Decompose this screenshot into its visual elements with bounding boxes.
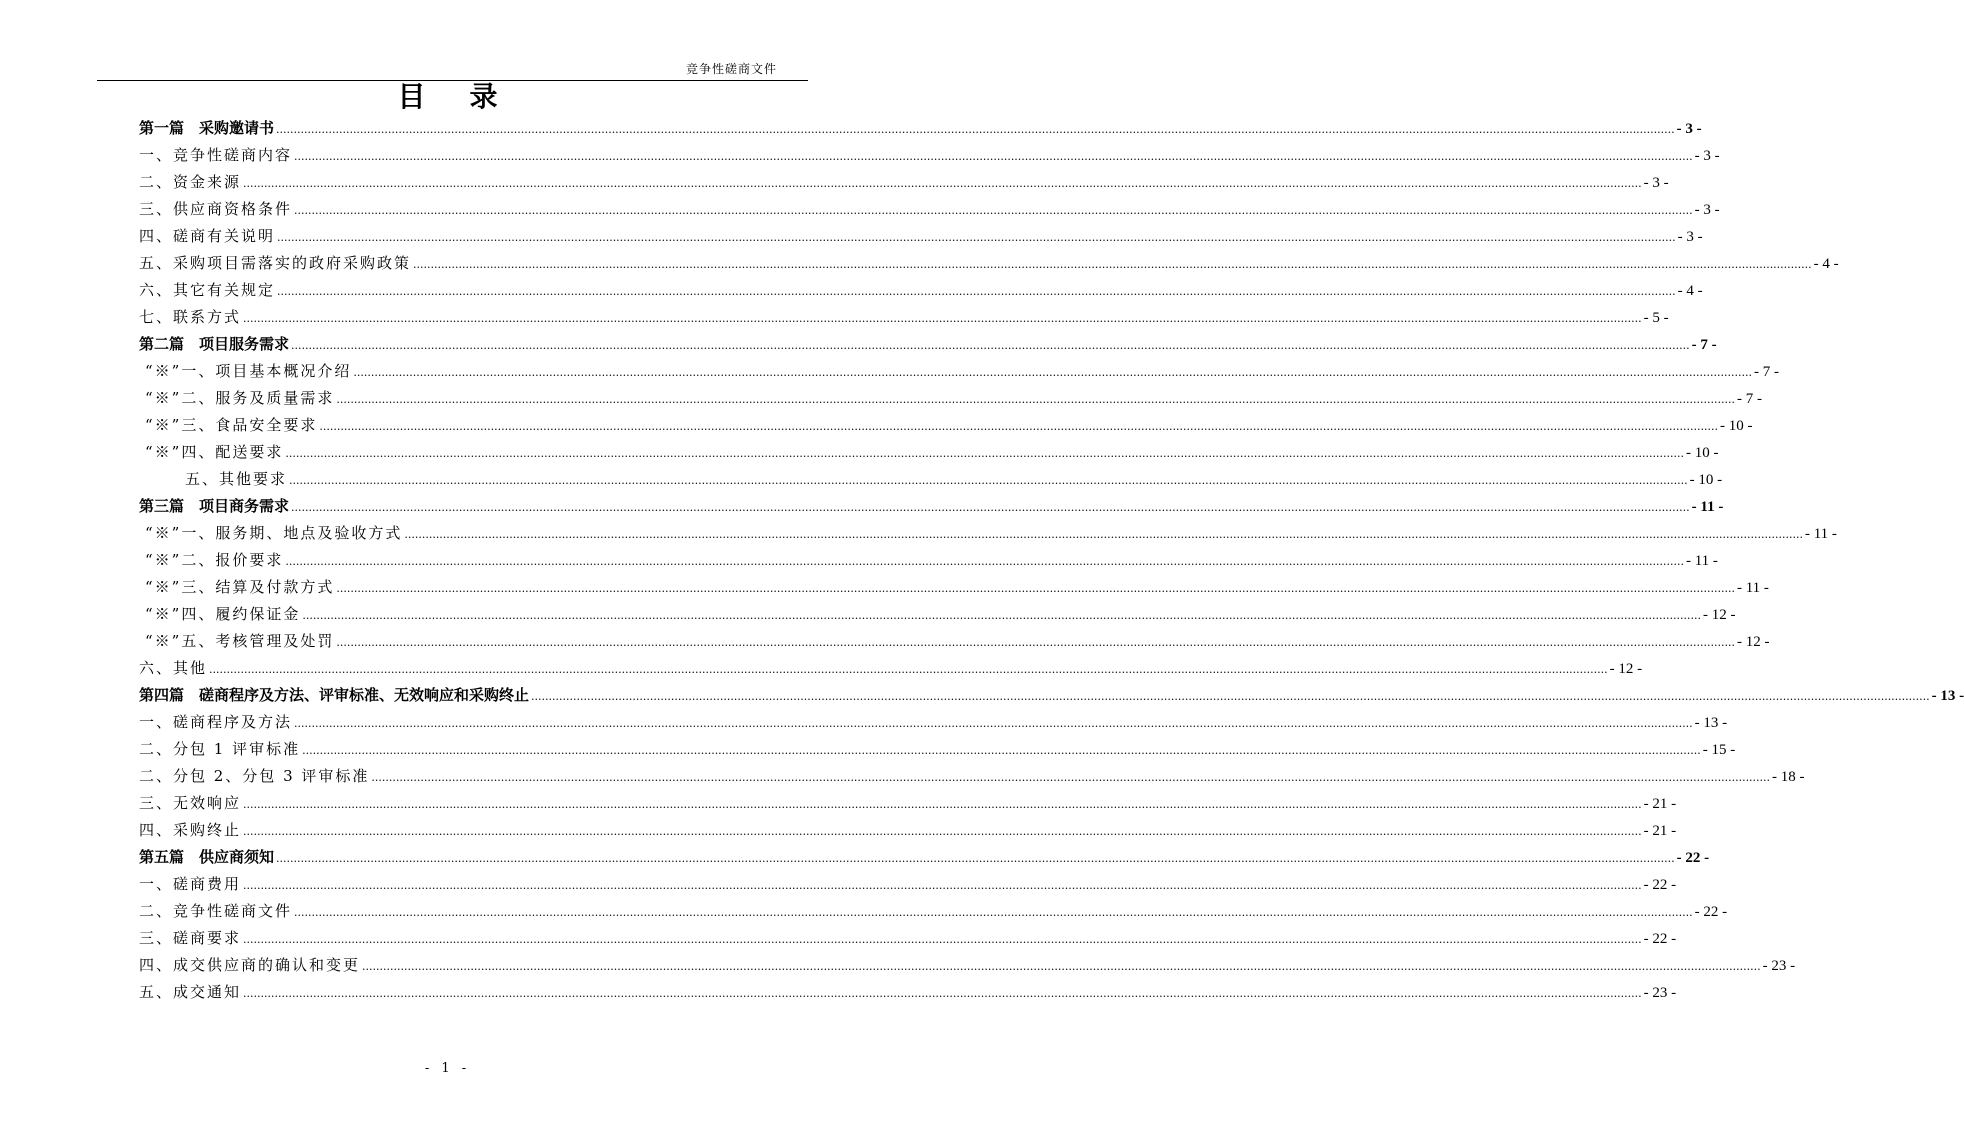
toc-leader-dots: ................................................................................................................................................................................................................................................................................................................................................................................................................ (276, 852, 1675, 865)
toc-entry[interactable] (139, 358, 1779, 385)
toc-entry-page: - 13 - (1931, 688, 1964, 704)
toc-entry-page: - 11 - (1685, 553, 1718, 569)
toc-entry[interactable] (139, 898, 1728, 925)
toc-leader-dots: ................................................................................................................................................................................................................................................................................................................................................................................................................ (277, 285, 1676, 298)
toc-entry[interactable] (139, 169, 1669, 196)
toc-entry-page: - 3 - (1643, 175, 1669, 191)
toc-leader-dots: ................................................................................................................................................................................................................................................................................................................................................................................................................ (404, 528, 1803, 541)
toc-leader-dots: ................................................................................................................................................................................................................................................................................................................................................................................................................ (291, 501, 1690, 514)
toc-entry-label: 六、其它有关规定 (139, 281, 276, 299)
toc-leader-dots: ................................................................................................................................................................................................................................................................................................................................................................................................................ (362, 960, 1761, 973)
toc-leader-dots: ................................................................................................................................................................................................................................................................................................................................................................................................................ (291, 339, 1690, 352)
toc-entry[interactable] (139, 304, 1669, 331)
toc-entry-label: 四、成交供应商的确认和变更 (139, 956, 361, 974)
toc-leader-dots: ................................................................................................................................................................................................................................................................................................................................................................................................................ (302, 744, 1701, 757)
toc-entry-page: - 22 - (1643, 877, 1677, 893)
toc-leader-dots: ................................................................................................................................................................................................................................................................................................................................................................................................................ (413, 258, 1812, 271)
toc-entry-label: 五、成交通知 (139, 983, 242, 1001)
toc-entry-page: - 12 - (1609, 661, 1643, 677)
toc-section-entry[interactable] (139, 682, 1964, 709)
toc-entry[interactable] (139, 709, 1728, 736)
toc-entry-label: 四、磋商有关说明 (139, 227, 276, 245)
toc-entry-label: “※”一、服务期、地点及验收方式 (145, 524, 403, 542)
toc-entry-page: - 12 - (1736, 634, 1770, 650)
toc-entry-label: 四、采购终止 (139, 821, 242, 839)
toc-entry-label: 五、采购项目需落实的政府采购政策 (139, 254, 412, 272)
toc-entry-label: 第五篇 供应商须知 (139, 848, 275, 866)
toc-entry-page: - 11 - (1736, 580, 1769, 596)
toc-entry-page: - 23 - (1762, 958, 1796, 974)
toc-entry[interactable] (139, 385, 1762, 412)
toc-entry-label: “※”四、配送要求 (145, 443, 284, 461)
toc-leader-dots: ................................................................................................................................................................................................................................................................................................................................................................................................................ (531, 690, 1930, 703)
toc-entry-label: 第二篇 项目服务需求 (139, 335, 290, 353)
toc-entry-label: “※”二、服务及质量需求 (145, 389, 335, 407)
toc-entry-page: - 11 - (1804, 526, 1837, 542)
toc-entry-page: - 4 - (1677, 283, 1703, 299)
toc-leader-dots: ................................................................................................................................................................................................................................................................................................................................................................................................................ (294, 204, 1693, 217)
toc-entry-page: - 3 - (1676, 121, 1702, 137)
toc-leader-dots: ................................................................................................................................................................................................................................................................................................................................................................................................................ (243, 177, 1642, 190)
toc-entry-page: - 12 - (1702, 607, 1736, 623)
toc-leader-dots: ................................................................................................................................................................................................................................................................................................................................................................................................................ (294, 150, 1693, 163)
toc-leader-dots: ................................................................................................................................................................................................................................................................................................................................................................................................................ (336, 636, 1735, 649)
toc-entry-label: “※”四、履约保证金 (145, 605, 301, 623)
toc-leader-dots: ................................................................................................................................................................................................................................................................................................................................................................................................................ (243, 987, 1642, 1000)
toc-leader-dots: ................................................................................................................................................................................................................................................................................................................................................................................................................ (302, 609, 1701, 622)
toc-entry[interactable] (139, 925, 1677, 952)
toc-entry-label: 第四篇 磋商程序及方法、评审标准、无效响应和采购终止 (139, 686, 530, 704)
toc-leader-dots: ................................................................................................................................................................................................................................................................................................................................................................................................................ (209, 663, 1608, 676)
toc-entry[interactable] (139, 520, 1837, 547)
toc-entry-label: 五、其他要求 (185, 470, 288, 488)
toc-entry-page: - 3 - (1677, 229, 1703, 245)
toc-entry-label: 二、竞争性磋商文件 (139, 902, 293, 920)
toc-entry-label: 三、无效响应 (139, 794, 242, 812)
toc-leader-dots: ................................................................................................................................................................................................................................................................................................................................................................................................................ (243, 825, 1642, 838)
toc-entry-label: 一、竞争性磋商内容 (139, 146, 293, 164)
toc-leader-dots: ................................................................................................................................................................................................................................................................................................................................................................................................................ (243, 879, 1642, 892)
toc-entry-page: - 7 - (1736, 391, 1762, 407)
toc-entry[interactable] (139, 628, 1770, 655)
toc-entry-label: 六、其他 (139, 659, 208, 677)
toc-entry-page: - 7 - (1753, 364, 1779, 380)
toc-entry[interactable] (139, 655, 1643, 682)
toc-entry[interactable] (139, 601, 1736, 628)
toc-entry-page: - 23 - (1643, 985, 1677, 1001)
table-of-contents (139, 115, 1964, 1006)
toc-entry-page: - 21 - (1643, 796, 1677, 812)
toc-leader-dots: ................................................................................................................................................................................................................................................................................................................................................................................................................ (276, 123, 1675, 136)
toc-leader-dots: ................................................................................................................................................................................................................................................................................................................................................................................................................ (371, 771, 1771, 784)
toc-leader-dots: ................................................................................................................................................................................................................................................................................................................................................................................................................ (294, 717, 1693, 730)
toc-leader-dots: ................................................................................................................................................................................................................................................................................................................................................................................................................ (285, 555, 1684, 568)
toc-entry[interactable] (139, 223, 1703, 250)
toc-entry[interactable] (139, 736, 1736, 763)
toc-entry[interactable] (139, 871, 1677, 898)
toc-entry-page: - 11 - (1691, 499, 1724, 515)
toc-entry-label: “※”二、报价要求 (145, 551, 284, 569)
toc-leader-dots: ................................................................................................................................................................................................................................................................................................................................................................................................................ (277, 231, 1676, 244)
toc-entry-label: “※”三、食品安全要求 (145, 416, 318, 434)
toc-entry-page: - 15 - (1702, 742, 1736, 758)
toc-entry-page: - 18 - (1772, 769, 1805, 785)
page-title: 目录 (397, 80, 542, 113)
toc-entry-label: 一、磋商费用 (139, 875, 242, 893)
toc-entry-label: 二、分包 1 评审标准 (139, 740, 301, 758)
toc-section-entry[interactable] (139, 844, 1710, 871)
toc-leader-dots: ................................................................................................................................................................................................................................................................................................................................................................................................................ (243, 798, 1642, 811)
toc-entry[interactable] (139, 466, 1723, 493)
toc-entry[interactable] (139, 763, 1805, 790)
running-header: 竞争性磋商文件 (685, 62, 777, 76)
toc-entry-page: - 22 - (1694, 904, 1728, 920)
toc-entry[interactable] (139, 952, 1796, 979)
toc-entry-label: 一、磋商程序及方法 (139, 713, 293, 731)
page-number: - 1 - (424, 1061, 471, 1076)
toc-entry-page: - 22 - (1643, 931, 1677, 947)
toc-leader-dots: ................................................................................................................................................................................................................................................................................................................................................................................................................ (336, 393, 1735, 406)
toc-entry-page: - 13 - (1694, 715, 1728, 731)
toc-section-entry[interactable] (139, 115, 1702, 142)
toc-entry[interactable] (139, 412, 1753, 439)
toc-section-entry[interactable] (139, 331, 1717, 358)
toc-entry-page: - 10 - (1685, 445, 1719, 461)
toc-leader-dots: ................................................................................................................................................................................................................................................................................................................................................................................................................ (243, 312, 1642, 325)
toc-entry-page: - 3 - (1694, 202, 1720, 218)
toc-entry-label: “※”三、结算及付款方式 (145, 578, 335, 596)
toc-entry-page: - 4 - (1813, 256, 1839, 272)
toc-leader-dots: ................................................................................................................................................................................................................................................................................................................................................................................................................ (243, 933, 1642, 946)
toc-entry[interactable] (139, 547, 1718, 574)
toc-leader-dots: ................................................................................................................................................................................................................................................................................................................................................................................................................ (289, 474, 1688, 487)
toc-entry[interactable] (139, 439, 1719, 466)
toc-entry[interactable] (139, 250, 1839, 277)
toc-entry-label: 第一篇 采购邀请书 (139, 119, 275, 137)
toc-entry-page: - 10 - (1719, 418, 1753, 434)
toc-entry-label: 第三篇 项目商务需求 (139, 497, 290, 515)
toc-entry-page: - 5 - (1643, 310, 1669, 326)
toc-entry[interactable] (139, 979, 1677, 1006)
toc-entry-label: 二、资金来源 (139, 173, 242, 191)
toc-entry-label: 三、磋商要求 (139, 929, 242, 947)
toc-entry-page: - 7 - (1691, 337, 1717, 353)
toc-entry-label: 三、供应商资格条件 (139, 200, 293, 218)
toc-leader-dots: ................................................................................................................................................................................................................................................................................................................................................................................................................ (285, 447, 1684, 460)
toc-entry[interactable] (139, 817, 1677, 844)
toc-entry-label: “※”五、考核管理及处罚 (145, 632, 335, 650)
toc-entry-label: 二、分包 2、分包 3 评审标准 (139, 767, 370, 785)
toc-entry[interactable] (139, 142, 1720, 169)
toc-leader-dots: ................................................................................................................................................................................................................................................................................................................................................................................................................ (353, 366, 1752, 379)
toc-entry[interactable] (139, 790, 1677, 817)
toc-entry[interactable] (139, 277, 1703, 304)
toc-entry[interactable] (139, 574, 1769, 601)
toc-leader-dots: ................................................................................................................................................................................................................................................................................................................................................................................................................ (336, 582, 1735, 595)
toc-entry-label: 七、联系方式 (139, 308, 242, 326)
toc-entry-label: “※”一、项目基本概况介绍 (145, 362, 352, 380)
toc-section-entry[interactable] (139, 493, 1724, 520)
toc-entry-page: - 10 - (1689, 472, 1723, 488)
toc-leader-dots: ................................................................................................................................................................................................................................................................................................................................................................................................................ (319, 420, 1718, 433)
toc-entry[interactable] (139, 196, 1720, 223)
toc-entry-page: - 21 - (1643, 823, 1677, 839)
toc-entry-page: - 22 - (1676, 850, 1710, 866)
toc-leader-dots: ................................................................................................................................................................................................................................................................................................................................................................................................................ (294, 906, 1693, 919)
toc-entry-page: - 3 - (1694, 148, 1720, 164)
